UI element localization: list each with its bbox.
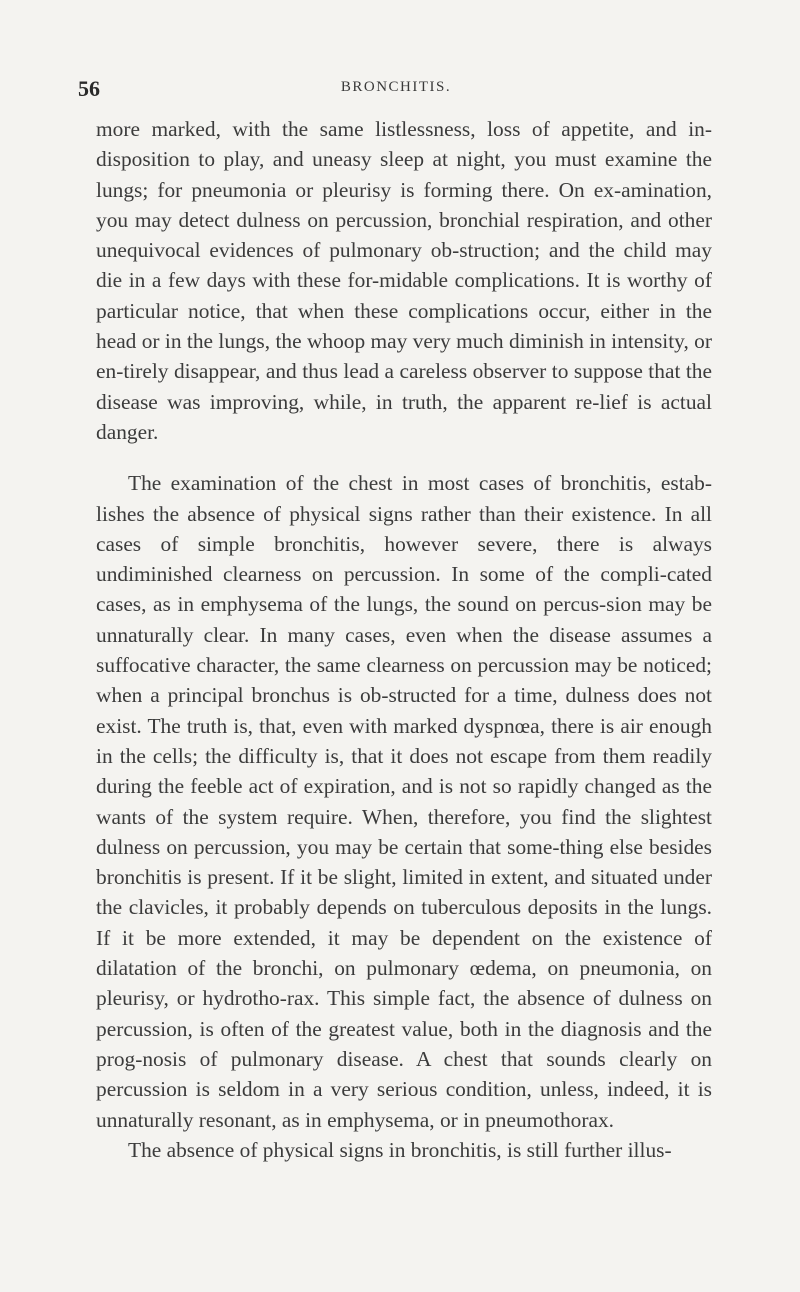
page-number: 56 — [78, 76, 100, 101]
paragraph-absence: The absence of physical signs in bronchitis, is still further illus- — [128, 1137, 672, 1162]
paragraph-continued: more marked, with the same listlessness, loss of appetite, and in-disposition to play, and uneasy sleep at night, you must examine the lungs; for pneumonia or pleurisy is forming there. On ex-amination, you may detect dulness on percussion, bronchial respiration, and other unequivocal evidences of pulmonary ob-struction; and the child may die in a few days with these for-midable complications. It is worthy of particular notice, that when these complications occur, either in the head or in the lungs, the whoop may very much diminish in intensity, or en-tirely disappear, and thus lead a careless observer to suppose that the disease was improving, while, in truth, the apparent re-lief is actual danger. — [96, 117, 712, 444]
running-head — [78, 76, 714, 106]
running-title: BRONCHITIS. — [340, 79, 452, 95]
body-text — [96, 114, 712, 1165]
paragraph-examination: The examination of the chest in most cases of bronchitis, estab-lishes the absence of physical signs rather than their existence. In all cases of simple bronchitis, however severe, there is always undiminished clearness on percussion. In some of the compli-cated cases, as in emphysema of the lungs, the sound on percus-sion may be unnaturally clear. In many cases, even when the disease assumes a suffocative character, the same clearness on percussion may be noticed; when a principal bronchus is ob-structed for a time, dulness does not exist. The truth is, that, even with marked dyspnœa, there is air enough in the cells; the difficulty is, that it does not escape from them readily during the feeble act of expiration, and is not so rapidly changed as the wants of the system require. When, therefore, you find the slightest dulness on percussion, you may be certain that some-thing else besides bronchitis is present. If it be slight, limited in extent, and situated under the clavicles, it probably depends on tuberculous deposits in the lungs. If it be more extended, it may be dependent on the existence of dilatation of the bronchi, on pulmonary œdema, on pneumonia, on pleurisy, or hydrotho-rax. This simple fact, the absence of dulness on percussion, is often of the greatest value, both in the diagnosis and the prog-nosis of pulmonary disease. A chest that sounds clearly on percussion is seldom in a very serious condition, unless, indeed, it is unnaturally resonant, as in emphysema, or in pneumothorax. — [96, 471, 712, 1132]
